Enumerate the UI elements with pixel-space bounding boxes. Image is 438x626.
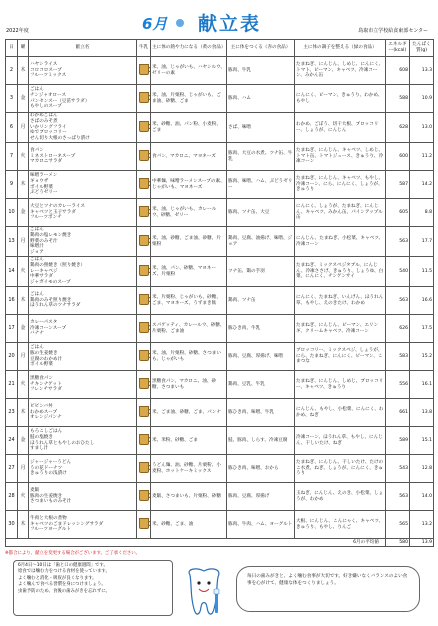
weekday-cell: 火	[18, 257, 29, 287]
dish-name: フレンチサラダ	[30, 387, 62, 393]
yellow-foods-cell: 米、油、片栗粉、砂糖、さつまいも、じゃがいも	[151, 343, 227, 371]
weekday-cell: 金	[18, 199, 29, 227]
green-foods-cell: わかめ、ごぼう、切干大根、ブロッコリー、しょうが、にんじん	[295, 113, 386, 143]
milk-cup-icon	[139, 378, 149, 389]
dish-name: キャベツと玉子サラダ	[30, 209, 76, 215]
dish-name: さつまいものみそ汁	[30, 499, 72, 505]
red-foods-cell: 鶏肉、ツナ缶	[227, 287, 295, 315]
month-label: 6月	[142, 15, 168, 33]
protein-cell: 15.2	[410, 343, 434, 371]
red-foods-cell: さば、味噌	[227, 113, 295, 143]
dish-name: 鶏肉の塩レモン焼き	[30, 232, 72, 238]
green-foods-cell: たまねぎ、にんじん、キャベツ、もやし、冷凍コーン、にら、にんにく、しょうが、きゅうり	[295, 171, 386, 199]
green-foods-cell: にんにく、たまねぎ、いんげん、ほうれん草、もやし、えのきたけ、わかめ	[295, 287, 386, 315]
dish-name: 食パン	[30, 147, 44, 153]
dishes-cell	[29, 113, 137, 143]
energy-cell: 543	[386, 455, 410, 483]
day-cell: 14	[6, 257, 18, 287]
dish-name: ビビンバ丼	[30, 403, 53, 409]
change-note: ※都合により、献立を変更する場合がございます。ご了承ください。	[5, 551, 141, 556]
day-cell: 27	[6, 455, 18, 483]
protein-cell: 14.2	[410, 171, 434, 199]
dish-name: わかめスープ	[30, 409, 58, 415]
energy-cell: 589	[386, 427, 410, 455]
menu-row	[6, 455, 434, 483]
day-cell: 17	[6, 315, 18, 343]
milk-cup-icon	[139, 518, 149, 529]
dish-name: ぶどうゼリー	[30, 190, 58, 196]
weekday-cell: 木	[18, 399, 29, 427]
dish-name: レーキャベジ	[30, 268, 58, 274]
menu-table	[5, 39, 434, 547]
milk-cup-icon	[139, 121, 149, 132]
dishes-cell	[29, 455, 137, 483]
milk-cup-icon	[139, 294, 149, 305]
menu-row	[6, 113, 434, 143]
dish-name: ほうれん草ともやしのおひたし	[30, 440, 95, 446]
notice-line: 虫歯予防のため、食後の歯みがきを忘れずに。	[18, 588, 111, 594]
protein-cell: 17.5	[410, 315, 434, 343]
average-protein: 13.9	[410, 539, 434, 547]
col-yellow: 主に体をつくる（赤の食品）	[227, 40, 295, 57]
milk-cup-icon	[139, 178, 149, 189]
school-name: 鳥取市立学校給食東部センター	[358, 28, 428, 34]
milk-cup-icon	[139, 406, 149, 417]
dish-name: 味噌汁	[30, 244, 44, 250]
dish-name: ジャージャーうどん	[30, 459, 72, 465]
milk-cup-icon	[139, 434, 149, 445]
protein-cell: 14.0	[410, 483, 434, 511]
menu-row	[6, 315, 434, 343]
menu-row	[6, 143, 434, 171]
notice-line: 6月4日〜10日は「歯と口の健康週間」です。	[18, 563, 108, 568]
weekday-cell: 金	[18, 85, 29, 113]
energy-cell: 588	[386, 85, 410, 113]
green-foods-cell: 玉ねぎ、にんじん、えのき、小松菜、しょうが、わかめ	[295, 483, 386, 511]
health-message: 毎日の歯みがきと、よく噛む食事が大切です。好き嫌いなくバランスのよい食事を心がけて、健康な体をつくりましょう。	[247, 574, 408, 587]
day-cell: 30	[6, 511, 18, 539]
dish-name: 冷凍コーンスープ	[30, 325, 67, 331]
day-cell: 23	[6, 399, 18, 427]
yellow-foods-cell: うどん麺、油、砂糖、片栗粉、小麦粉、ホットケーキミックス	[151, 455, 227, 483]
milk-cell	[137, 455, 151, 483]
dish-name: 麦飯	[30, 487, 40, 493]
average-row	[6, 539, 434, 547]
fiscal-year: 2022年度	[6, 28, 29, 34]
dish-name: 鶏肉の照焼き（照り焼き）	[30, 262, 86, 268]
green-foods-cell: 大根、にんじん、こんにゃく、キャベツ、きゅうり、もやし、りんご	[295, 511, 386, 539]
day-cell: 28	[6, 483, 18, 511]
dish-name: ジョア	[30, 250, 44, 256]
energy-cell: 556	[386, 371, 410, 399]
energy-cell: 563	[386, 227, 410, 257]
menu-row	[6, 85, 434, 113]
dishes-cell	[29, 371, 137, 399]
milk-cup-icon	[139, 150, 149, 161]
dish-name: 鮭の塩焼き	[30, 434, 53, 440]
dish-name: ごはん	[30, 87, 44, 93]
dish-name: もろこしごはん	[30, 429, 63, 435]
green-foods-cell: たまねぎ、にんじん、しめじ、にんにく、トマト、ピーマン、キャベツ、冷凍コーン、みかん缶	[295, 57, 386, 85]
dish-name: フルーツポンチ	[30, 215, 62, 221]
dish-name: 豚の生姜焼き	[30, 350, 58, 356]
col-dishes: 献立名	[29, 40, 137, 57]
table-header-row	[6, 40, 434, 57]
menu-row	[6, 57, 434, 85]
dish-name: 鶏肉のみそ照り焼き	[30, 297, 72, 303]
milk-cup-icon	[139, 350, 149, 361]
weekday-cell: 木	[18, 287, 29, 315]
milk-cell	[137, 171, 151, 199]
red-foods-cell: 豚ひき肉、味噌、おから	[227, 455, 295, 483]
dishes-cell	[29, 287, 137, 315]
dishes-cell	[29, 199, 137, 227]
red-foods-cell: 豚肉、ハム	[227, 85, 295, 113]
yellow-foods-cell: 米、油、片栗粉、じゃがいも、ごま油、砂糖、ごま	[151, 85, 227, 113]
protein-cell: 16.1	[410, 371, 434, 399]
milk-cell	[137, 57, 151, 85]
menu-row	[6, 427, 434, 455]
green-foods-cell: にんじん、たまねぎ、小松菜、キャベツ、冷凍コーン	[295, 227, 386, 257]
milk-cup-icon	[139, 265, 149, 276]
milk-cell	[137, 399, 151, 427]
protein-cell: 11.2	[410, 143, 434, 171]
dish-name: もやしのスープ	[30, 104, 62, 110]
yellow-foods-cell: スパゲッティ、カレールウ、砂糖、片栗粉、ごま油	[151, 315, 227, 343]
dish-name: キャベツのごまドレッシングサラダ	[30, 521, 104, 527]
col-dow: 曜	[18, 40, 29, 57]
col-day: 日	[6, 40, 18, 57]
menu-row	[6, 257, 434, 287]
protein-cell: 17.7	[410, 227, 434, 257]
milk-cup-icon	[139, 322, 149, 333]
milk-cell	[137, 227, 151, 257]
energy-cell: 563	[386, 287, 410, 315]
menu-row	[6, 343, 434, 371]
energy-cell: 626	[386, 315, 410, 343]
weekday-cell: 火	[18, 371, 29, 399]
red-foods-cell: 鶏肉、豆乳、牛乳	[227, 371, 295, 399]
day-cell: 9	[6, 171, 18, 199]
dish-name: 味噌ラーメン	[30, 173, 58, 179]
protein-cell: 15.1	[410, 427, 434, 455]
green-foods-cell: にんにく、しょうが、たまねぎ、にんじん、キャベツ、みかん缶、パインアップル缶	[295, 199, 386, 227]
energy-cell: 608	[386, 57, 410, 85]
dish-name: ゆでブロッコリー	[30, 130, 67, 136]
weekday-cell: 木	[18, 511, 29, 539]
dish-name: ごはん	[30, 257, 44, 263]
dish-name: パンセンスー（豆苗サラダ）	[30, 98, 90, 104]
yellow-foods-cell: 米、砂糖、油、パン粉、小麦粉、ごま	[151, 113, 227, 143]
energy-cell: 540	[386, 257, 410, 287]
dish-name: マカロニサラダ	[30, 159, 63, 165]
dish-name: すまし汁	[30, 446, 49, 452]
dish-name: うの花ドーナツ	[30, 465, 63, 471]
green-foods-cell: たまねぎ、にんじん、ピーマン、エリンギ、クリームキャベツ、冷凍コーン	[295, 315, 386, 343]
menu-row	[6, 511, 434, 539]
red-foods-cell: 豚肉、豆腐、厚揚げ	[227, 483, 295, 511]
milk-cell	[137, 315, 151, 343]
dishes-cell	[29, 57, 137, 85]
weekday-cell: 月	[18, 343, 29, 371]
protein-cell: 13.2	[410, 511, 434, 539]
red-foods-cell: 豚ひき肉、牛乳	[227, 315, 295, 343]
menu-row	[6, 171, 434, 199]
milk-cell	[137, 371, 151, 399]
dish-name: ほうれん草のツナサラダ	[30, 303, 81, 309]
notice-line: よく噛んで食べる習慣を身につけましょう。	[18, 582, 106, 588]
energy-cell: 587	[386, 171, 410, 199]
milk-cup-icon	[139, 64, 149, 75]
milk-cell	[137, 257, 151, 287]
green-foods-cell: にんにく、ピーマン、きゅうり、わかめ、もやし	[295, 85, 386, 113]
milk-cell	[137, 483, 151, 511]
col-milk: 牛乳	[137, 40, 151, 57]
milk-cell	[137, 199, 151, 227]
dishes-cell	[29, 511, 137, 539]
notice-line: 給食では噛む力をつける食材を使っています。	[18, 569, 110, 575]
raindrop-icon	[176, 19, 184, 27]
dishes-cell	[29, 427, 137, 455]
red-foods-cell: 豚肉、豆腐、厚揚げ、味噌	[227, 343, 295, 371]
col-red: 主に体の熱や力になる（黄の食品）	[151, 40, 227, 57]
dish-name: 黒糖食パン	[30, 375, 53, 381]
day-cell: 24	[6, 427, 18, 455]
day-cell: 3	[6, 85, 18, 113]
milk-cell	[137, 85, 151, 113]
yellow-foods-cell: 米、砂糖、ごま、油	[151, 511, 227, 539]
dish-name: オレンジパンナ	[30, 415, 62, 421]
dish-name: せん切り大根のさっぱり漬け	[30, 136, 90, 142]
weekday-cell: 月	[18, 227, 29, 257]
dish-name: さばのみそ煮	[30, 118, 58, 124]
menu-row	[6, 483, 434, 511]
dish-name: ミネストローネスープ	[30, 153, 76, 159]
day-cell: 20	[6, 343, 18, 371]
red-foods-cell: 豚肉、牛肉、ハム、ヨーグルト	[227, 511, 295, 539]
milk-cup-icon	[139, 206, 149, 217]
energy-cell: 600	[386, 143, 410, 171]
energy-cell: 563	[386, 483, 410, 511]
yellow-foods-cell: 麦飯、さつまいも、片栗粉、砂糖	[151, 483, 227, 511]
milk-cup-icon	[139, 490, 149, 501]
green-foods-cell: たまねぎ、ミックスベジタブル、にんじん、冷凍ささげ、きゅうり、しょうゆ、白菜、にんにく、チンゲンサイ	[295, 257, 386, 287]
dish-name: チキンナゲット	[30, 381, 62, 387]
red-foods-cell: 豚ひき肉、味噌、牛乳	[227, 399, 295, 427]
dish-name: ボイル野菜	[30, 362, 53, 368]
notice-box	[13, 560, 173, 616]
red-foods-cell: 鶏肉、豆腐、油揚げ、味噌、ジョア	[227, 227, 295, 257]
red-foods-cell: 鮭、豚肉、しらす、冷凍豆腐	[227, 427, 295, 455]
dish-name: ごはん	[30, 345, 44, 351]
day-cell: 16	[6, 287, 18, 315]
milk-cell	[137, 113, 151, 143]
col-green: 主に体の調子を整える（緑の食品）	[295, 40, 386, 57]
health-message-box	[236, 566, 420, 612]
protein-cell: 8.8	[410, 199, 434, 227]
dishes-cell	[29, 483, 137, 511]
red-foods-cell: 豚肉、ツナ缶、大豆	[227, 199, 295, 227]
yellow-foods-cell: 米、油、パン、砂糖、マヨネーズ、片栗粉	[151, 257, 227, 287]
day-cell: 21	[6, 371, 18, 399]
dishes-cell	[29, 399, 137, 427]
energy-cell: 628	[386, 113, 410, 143]
energy-cell: 583	[386, 343, 410, 371]
weekday-cell: 木	[18, 57, 29, 85]
tooth-character-icon	[182, 565, 226, 621]
green-foods-cell: たまねぎ、にんじん、キャベツ、しめじ、トマト缶、トマトジュース、きゅうり、冷凍コーン	[295, 143, 386, 171]
dish-name: カレーパスタ	[30, 319, 58, 325]
protein-cell: 13.3	[410, 57, 434, 85]
protein-cell: 16.6	[410, 287, 434, 315]
col-protein: たんぱく質(g)	[410, 40, 434, 57]
dishes-cell	[29, 171, 137, 199]
weekday-cell: 月	[18, 113, 29, 143]
day-cell: 13	[6, 227, 18, 257]
energy-cell: 565	[386, 511, 410, 539]
milk-cell	[137, 427, 151, 455]
menu-row	[6, 199, 434, 227]
milk-cell	[137, 511, 151, 539]
dish-name: ボイル野菜	[30, 184, 53, 190]
dish-name: ジャガイモのスープ	[30, 280, 71, 286]
dish-name: 大豆とツナのカレーライス	[30, 203, 85, 209]
weekday-cell: 火	[18, 483, 29, 511]
weekday-cell: 木	[18, 171, 29, 199]
page-title: 献立表	[198, 13, 262, 35]
yellow-foods-cell: 米、片栗粉、じゃがいも、砂糖、ごま、マヨネーズ、うずまき麸	[151, 287, 227, 315]
milk-cup-icon	[139, 235, 149, 246]
green-foods-cell: たまねぎ、にんじん、しめじ、ブロッコリー、キャベツ、きゅうり	[295, 371, 386, 399]
milk-cup-icon	[139, 462, 149, 473]
weekday-cell: 月	[18, 455, 29, 483]
menu-row	[6, 287, 434, 315]
yellow-foods-cell: 米、ごま油、砂糖、ごま、パンナ	[151, 399, 227, 427]
dish-name: ギョウザ	[30, 178, 49, 184]
milk-cell	[137, 287, 151, 315]
yellow-foods-cell: 米、油、じゃがいも、ハヤシルウ、ゼリーの素	[151, 57, 227, 85]
day-cell: 6	[6, 113, 18, 143]
dish-name: 中華サラダ	[30, 274, 53, 280]
day-cell: 2	[6, 57, 18, 85]
dish-name: バナナ	[30, 331, 44, 337]
dish-name: ごはん	[30, 227, 44, 233]
average-label: 6月の平均値	[6, 539, 386, 547]
weekday-cell: 金	[18, 315, 29, 343]
col-energy: エネルギー(kcal)	[386, 40, 410, 57]
dishes-cell	[29, 227, 137, 257]
dish-name: チンジャオロース	[30, 92, 67, 98]
red-foods-cell: 豚肉、味噌、ハム、ぶどうゼリー	[227, 171, 295, 199]
yellow-foods-cell: 食パン、マカロニ、マヨネーズ	[151, 143, 227, 171]
dish-name: ごはん	[30, 291, 44, 297]
yellow-foods-cell: 米、米粉、砂糖、ごま	[151, 427, 227, 455]
page-header	[0, 0, 438, 40]
yellow-foods-cell: 中華麺、味噌ラーメンスープの素、じゃがいも、マヨネーズ	[151, 171, 227, 199]
dish-name: 野菜のみそ汁	[30, 238, 58, 244]
dish-name: 牛肉と大根の煮物	[30, 515, 67, 521]
dish-name: ハヤシライス	[30, 61, 58, 67]
dish-name: 豚肉の生姜焼き	[30, 493, 63, 499]
yellow-foods-cell: 米、油、砂糖、ごま油、砂糖、片栗粉	[151, 227, 227, 257]
energy-cell: 605	[386, 199, 410, 227]
dish-name: 豆腐のわかめ汁	[30, 356, 63, 362]
notice-line: よく噛むと消化・吸収が良くなります。	[18, 575, 97, 581]
protein-cell: 11.5	[410, 257, 434, 287]
green-foods-cell: 冷凍コーン、ほうれん草、もやし、にんじん、干しいたけ、ねぎ	[295, 427, 386, 455]
dish-name: コロコロスープ	[30, 67, 62, 73]
red-foods-cell: 豚肉、牛乳	[227, 57, 295, 85]
milk-cup-icon	[139, 92, 149, 103]
yellow-foods-cell: 黒糖食パン、マカロニ、油、砂糖、さつまいも	[151, 371, 227, 399]
day-cell: 7	[6, 143, 18, 171]
protein-cell: 12.8	[410, 455, 434, 483]
dishes-cell	[29, 85, 137, 113]
red-foods-cell: 豚肉、大豆の水煮、ツナ缶、牛乳	[227, 143, 295, 171]
dish-name: フルーツヨーグルト	[30, 527, 71, 533]
dish-name: フルーツミックス	[30, 73, 67, 79]
weekday-cell: 金	[18, 427, 29, 455]
menu-row	[6, 399, 434, 427]
dishes-cell	[29, 315, 137, 343]
dishes-cell	[29, 343, 137, 371]
green-foods-cell: にんじん、もやし、小松菜、にんにく、わかめ、ねぎ	[295, 399, 386, 427]
average-energy: 580	[386, 539, 410, 547]
protein-cell: 13.0	[410, 113, 434, 143]
menu-row	[6, 227, 434, 257]
weekday-cell: 火	[18, 143, 29, 171]
dish-name: わかめごはん	[30, 113, 58, 119]
energy-cell: 661	[386, 399, 410, 427]
dish-name: いかリングフライ	[30, 124, 67, 130]
protein-cell: 10.9	[410, 85, 434, 113]
menu-row	[6, 371, 434, 399]
yellow-foods-cell: 米、油、じゃがいも、カレールウ、砂糖、ゼリー	[151, 199, 227, 227]
dishes-cell	[29, 143, 137, 171]
green-foods-cell: ブロッコリー、ミックスベジ、しょうが、にら、たまねぎ、にんにく、ピーマン、こまつな	[295, 343, 386, 371]
milk-cell	[137, 143, 151, 171]
green-foods-cell: たまねぎ、にんじん、干しいたけ、たけのこ水煮、ねぎ、しょうが、にんにく、きゅうり	[295, 455, 386, 483]
red-foods-cell: ツナ缶、鶏の手羽	[227, 257, 295, 287]
dishes-cell	[29, 257, 137, 287]
day-cell: 10	[6, 199, 18, 227]
milk-cell	[137, 343, 151, 371]
protein-cell: 13.8	[410, 399, 434, 427]
dish-name: きゅうりの浅漬け	[30, 471, 67, 477]
